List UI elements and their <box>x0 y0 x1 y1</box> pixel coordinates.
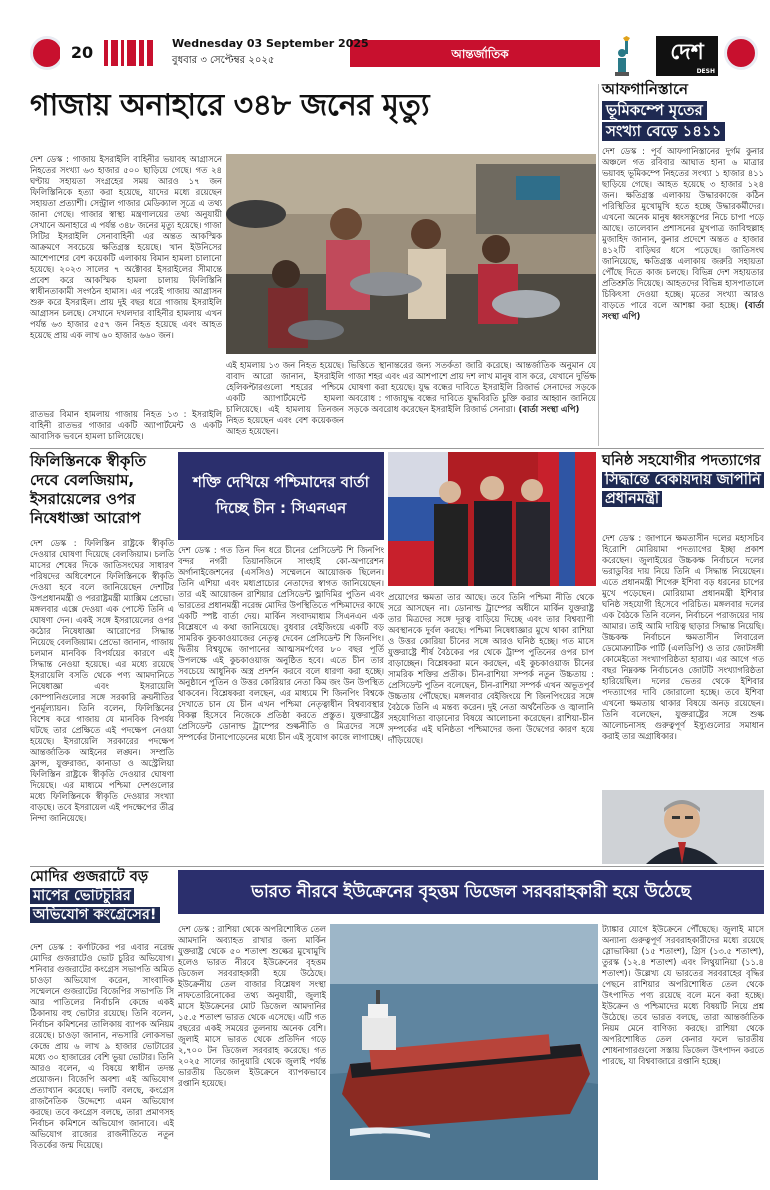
belgium-headline[interactable]: ফিলিস্তিনকে স্বীকৃতি দেবে বেলজিয়াম, ইসরায়েলের ওপর নিষেধাজ্ঞা আরোপ <box>30 452 146 527</box>
section-label: আন্তর্জাতিক <box>451 47 509 61</box>
china-article-column-1: দেশ ডেস্ক : গত তিন দিন ধরে চীনের প্রেসিডেন্ট শি জিনপিং বন্দর নগরী তিয়ানজিনে সাংহাই কো-অপারেশন অর্গানাইজেশনের (এসসিও) সম্মেলনে আয়োজক ছিলেন। তিনি এশিয়া এবং মধ্যপ্রাচ্যের নেতাদের স্বাগত জানিয়েছেন। তার এই আয়োজন রাশিয়ার প্রেসিডেন্ট ভ্লাদিমির পুতিন এবং ভারতের প্রধানমন্ত্রী নরেন্দ্র মোদির উপস্থিতিতে পশ্চিমাদের কাছে একটি স্পষ্ট বার্তা দেয়। মার্কিন সংবাদমাধ্যম সিএনএন এক বিশ্লেষণে এ কথা জানিয়েছে। বুধবার বেইজিংয়ে একটি বড় সামরিক কুচকাওয়াজের নেতৃত্ব দেবেন প্রেসিডেন্ট শি জিনপিং। দ্বিতীয় বিশ্বযুদ্ধে জাপানের আত্মসমর্পণের ৮০ বছর পূর্তি উপলক্ষে এই কুচকাওয়াজ অনুষ্ঠিত হবে। এতে চীন তার সবচেয়ে আধুনিক অস্ত্র প্রদর্শন করবে বলে ধারণা করা হচ্ছে। অনুষ্ঠানে পুতিন ও উত্তর কোরিয়ার নেতা কিম জং উন উপস্থিত থাকবেন। বিশ্লেষকরা বলছেন, এর মাধ্যমে শি জিনপিং বিশ্বকে দেখাতে চান যে চীন এখন পশ্চিমা নেতৃত্বাধীন বিশ্বব্যবস্থার বিকল্প হিসেবে নিজেকে প্রতিষ্ঠা করতে প্রস্তুত। যুক্তরাষ্ট্রের প্রেসিডেন্ট ডোনাল্ড ট্রাম্পের শুল্কনীতি ও মিত্রদের সঙ্গে সম্পর্কের টানাপোড়েনের মধ্যে চীন এই সুযোগ কাজে লাগাচ্ছে। <box>178 545 384 742</box>
gujarat-headline[interactable]: মোদির গুজরাটে বড় মাপের ভোটচুরির অভিযোগ কংগ্রেসের! <box>30 868 174 925</box>
oil-tanker-photo <box>330 924 598 1180</box>
lead-article-column-1-subhead: রাতভর বিমান হামলায় গাজায় নিহত ১৩ : ইসরাইলি বাহিনী রাতভর গাজার একটি অ্যাপার্টমেন্ট ও একটি আবাসিক ভবনে হামলা চালিয়েছে। <box>30 409 222 441</box>
japan-headline[interactable]: ঘনিষ্ঠ সহযোগীর পদত্যাগের সিদ্ধান্তে বেকায়দায় জাপানি প্রধানমন্ত্রী <box>602 452 764 509</box>
column-divider <box>598 84 599 446</box>
page-number: 20 <box>60 42 104 64</box>
gujarat-article: দেশ ডেস্ক : কর্ণাটকের পর এবার নরেন্দ্র মোদির গুজরাটেও ভোট চুরির অভিযোগ। শনিবার গুজরাটের কংগ্রেস সভাপতি অমিত চাওড়া অভিযোগ করেন, সাংবাদিক সম্মেলনে গুজরাটের বিজেপির সভাপতি সি আর পাতিলের নির্বাচনি কেন্দ্রে একই ঠিকানায় বহু ভোটার রয়েছে। তিনি বলেন, নির্বাচন কমিশনের তালিকায় ব্যাপক অনিয়ম রয়েছে। চাওড়া জানান, নভসারি লোকসভা কেন্দ্রে প্রায় ৬ লাখ ৯ হাজার ভোটারের মধ্যে ৩০ হাজারের বেশি ভুয়া ভোটার। তিনি আরও বলেন, এ বিষয়ে স্বাধীন তদন্ত প্রয়োজন। বিজেপি অবশ্য এই অভিযোগ প্রত্যাখ্যান করেছে। দলটি বলছে, কংগ্রেস রাজনৈতিক উদ্দেশ্যে এমন অভিযোগ করছে। তবে কংগ্রেস বলছে, তারা প্রমাণসহ নির্বাচন কমিশনে অভিযোগ জানাবে। এই অভিযোগ রাজ্যের রাজনীতিতে নতুন বিতর্কের জন্ম দিয়েছে। <box>30 942 174 1150</box>
row-divider <box>30 448 764 449</box>
row-divider-2 <box>30 866 764 867</box>
newspaper-logo[interactable]: দেশ DESH <box>656 36 718 76</box>
lead-article-column-1: দেশ ডেস্ক : গাজায় ইসরাইলি বাহিনীর ভয়াবহ আগ্রাসনে নিহতের সংখ্যা ৬৩ হাজার ৫০০ ছাড়িয়ে গেছে। গত ২৪ ঘণ্টায় সহায়তা সংগ্রহের সময় আরও ১৭ জন ফিলিস্তিনিকে হত্যা করা হয়েছে, যাদের মধ্যে রয়েছেন সহায়তা প্রত্যাশী। সেন্ট্রাল গাজার মেডিক্যাল সূত্রে এ তথ্য জানা গেছে। গাজার স্বাস্থ্য মন্ত্রণালয়ের তথ্য অনুযায়ী সেখানে অনাহারে এ পর্যন্ত ৩৪৮ জনের মৃত্যু হয়েছে। গাজা সিটির ইসরাইলি সেনাবাহিনী এর অন্তত আকস্মিক আক্রমণে সবচেয়ে ক্ষতিগ্রস্ত হয়েছে। খান ইউনিসের আশেপাশের বেশ কয়েকটি এলাকায় বিমান হামলা চালানো হয়েছে। ২০২৩ সালের ৭ অক্টোবর ইসরাইলের সীমান্তে প্রবেশ করে আকস্মিক হামলা চালায় ফিলিস্তিনি স্বাধীনতাকামী সংগঠন হামাস। এর পরেই গাজায় আগ্রাসন শুরু করে ইসরাইল। প্রায় দুই বছর ধরে গাজায় ইসরাইলি আগ্রাসন চলছে। সেখানে দখলদার বাহিনীর হামলায় এখন পর্যন্ত ৬৩ হাজার ৫৫৭ জন নিহত হয়েছে এবং আহত হয়েছে প্রায় এক লাখ ৬০ হাজার ৬৬০ জন। <box>30 154 222 340</box>
japan-official-photo <box>602 790 764 864</box>
japan-article: দেশ ডেস্ক : জাপানে ক্ষমতাসীন দলের মহাসচিব হিরোশি মোরিয়ামা পদত্যাগের ইচ্ছা প্রকাশ করেছেন। জুলাইয়ের উচ্চকক্ষ নির্বাচনে দলের ভরাডুবির দায় নিয়ে তিনি এ সিদ্ধান্ত নিয়েছেন। এতে প্রধানমন্ত্রী শিগেরু ইশিবা বড় ধরনের চাপের মুখে পড়েছেন। মোরিয়ামা প্রধানমন্ত্রী ইশিবার ঘনিষ্ঠ সহযোগী হিসেবে পরিচিত। মঙ্গলবার দলের এক বৈঠকে তিনি বলেন, নির্বাচনে পরাজয়ের দায় আমার। তাই আমি দায়িত্ব ছাড়ার সিদ্ধান্ত নিয়েছি। উচ্চকক্ষ নির্বাচনে ক্ষমতাসীন লিবারেল ডেমোক্র্যাটিক পার্টি (এলডিপি) ও তার জোটসঙ্গী কোমেইতো সংখ্যাগরিষ্ঠতা হারায়। এর আগে গত বছর নিম্নকক্ষ নির্বাচনেও জোটটি সংখ্যাগরিষ্ঠতা হারিয়েছিল। দলের ভেতর থেকে ইশিবার পদত্যাগের দাবি জোরালো হচ্ছে। তবে ইশিবা এখনো ক্ষমতায় থাকার বিষয়ে অনড় রয়েছেন। তিনি বলেছেন, যুক্তরাষ্ট্রের সঙ্গে শুল্ক আলোচনাসহ গুরুত্বপূর্ণ ইস্যুগুলোর সমাধান করাই তার অগ্রাধিকার। <box>602 533 764 741</box>
gaza-food-queue-photo <box>226 154 596 354</box>
statue-of-liberty-icon <box>606 36 636 76</box>
china-headline-banner[interactable]: শক্তি দেখিয়ে পশ্চিমাদের বার্তা দিচ্ছে চীন : সিএনএন <box>178 452 384 540</box>
india-diesel-headline-banner[interactable]: ভারত নীরবে ইউক্রেনের বৃহত্তম ডিজেল সরবরাহকারী হয়ে উঠেছে <box>178 870 764 914</box>
date-bangla: বুধবার ৩ সেপ্টেম্বর ২০২৫ <box>172 55 275 66</box>
china-leaders-photo <box>388 452 596 586</box>
lead-headline[interactable]: গাজায় অনাহারে ৩৪৮ জনের মৃত্যু <box>30 88 430 123</box>
masthead <box>0 0 770 84</box>
afghanistan-article: দেশ ডেস্ক : পূর্ব আফগানিস্তানের দুর্গম কুনার অঞ্চলে গত রবিবার আঘাত হানা ৬ মাত্রার ভয়াবহ ভূমিকম্পে নিহতের সংখ্যা ১ হাজার ৪১১ ছাড়িয়ে গেছে। আহত হয়েছে ৩ হাজার ১২৪ জন। ক্ষতিগ্রস্ত এলাকায় উদ্ধারকাজে কঠিন পরিস্থিতির মুখোমুখি হতে হচ্ছে উদ্ধারকর্মীদের। এখনো অনেক মানুষ ধ্বংসস্তূপের নিচে চাপা পড়ে আছে। তালেবান প্রশাসনের মুখপাত্র জাবিহুল্লাহ মুজাহিদ জানান, কুনার প্রদেশে অন্তত ৫ হাজার ৪১২টি বাড়িঘর ধসে পড়েছে। জাতিসংঘ জানিয়েছে, ক্ষতিগ্রস্ত এলাকায় জরুরি সহায়তা পৌঁছে দিতে কাজ চলছে। বিভিন্ন দেশ সহায়তার প্রতিশ্রুতি দিয়েছে। আহতদের বিভিন্ন হাসপাতালে চিকিৎসা দেওয়া হচ্ছে। মৃতের সংখ্যা আরও বাড়তে পারে বলে আশঙ্কা করা হচ্ছে। (বার্তা সংস্থা এপি) <box>602 146 764 321</box>
india-diesel-article-column-2: ট্যাঙ্কার যোগে ইউক্রেনে পৌঁছেছে। জুলাই মাসে অন্যান্য গুরুত্বপূর্ণ সরবরাহকারীদের মধ্যে রয়েছে স্লোভাকিয়া (১৫ শতাংশ), গ্রিস (১৩.৫ শতাংশ), তুরস্ক (১২.৪ শতাংশ) এবং লিথুয়ানিয়া (১১.৪ শতাংশ)। উল্লেখ্য যে ভারতের সরবরাহের বৃদ্ধির পেছনে রাশিয়ার অপরিশোধিত তেল থেকে উৎপাদিত পণ্য রয়েছে বলে মনে করা হচ্ছে। ইউক্রেন ও পশ্চিমাদের মধ্যে বিষয়টি নিয়ে প্রশ্ন উঠেছে। তবে ভারত বলছে, তারা আন্তর্জাতিক নিয়ম মেনে বাণিজ্য করছে। রাশিয়া থেকে অপরিশোধিত তেল কেনার ফলে ভারতীয় শোধনাগারগুলো সস্তায় ডিজেল উৎপাদন করতে পারছে, যা বিশ্ববাজারে রপ্তানি হচ্ছে। <box>602 924 764 1066</box>
decor-bars <box>104 40 164 66</box>
india-diesel-article-column-1: দেশ ডেস্ক : রাশিয়া থেকে অপরিশোধিত তেল আমদানি অব্যাহত রাখার জন্য মার্কিন যুক্তরাষ্ট্র থেকে ৫০ শতাংশ শুল্কের মুখোমুখি হলেও ভারত নীরবে ইউক্রেনের বৃহত্তম ডিজেল সরবরাহকারী হয়ে উঠেছে। ইউক্রেনীয় তেল বাজার বিশ্লেষণ সংস্থা নাফতোরিনোকের তথ্য অনুযায়ী, জুলাই মাসে ইউক্রেনের মোট ডিজেল আমদানির ১৫.৫ শতাংশ ভারত থেকে এসেছে। এটি গত বছরের একই সময়ের তুলনায় অনেক বেশি। জুলাই মাসে ভারত থেকে প্রতিদিন গড়ে ২,৭০০ টন ডিজেল সরবরাহ করেছে। গত ২০২৫ সালের জানুয়ারি থেকে জুলাই পর্যন্ত ভারতীয় ডিজেল ইউক্রেনে ব্যাপকভাবে রপ্তানি হয়েছে। <box>178 924 326 1088</box>
lead-article-column-2: এই হামলায় ১৩ জন নিহত হয়েছে। বাবাদ আরো জানান, ইসরাইলি হেলিকপ্টারগুলো শহরের পশ্চিমে একটি অ্যাপার্টমেন্টে হামলা চালিয়েছে। এই হামলায় তিনজন নিহত হয়েছেন এবং বেশ কয়েকজন আহত হয়েছেন। <box>226 360 344 436</box>
date-english: Wednesday 03 September 2025 <box>172 37 369 50</box>
decor-circle-left <box>30 36 64 70</box>
decor-circle-right <box>724 36 758 70</box>
lead-article-column-3: ভিত্তিতে স্থানান্তরের জন্য সতর্কতা জারি করেছে। আন্তর্জাতিক অনুমান যে গাজা শহর এবং এর আশপাশে প্রায় দশ লাখ মানুষ বাস করে, যেখানে দুর্ভিক্ষ ঘোষণা করা হয়েছে। যুদ্ধ বন্ধের দাবিতে ইসরাইলি রিজার্ভ সেনাদের সড়কে অবরোধ : গাজাযুদ্ধ বন্ধের দাবিতে যুদ্ধবিরতি চুক্তি করার আহ্বান জানিয়ে সড়কে অবরোধ করেছেন ইসরাইলি রিজার্ভ সেনারা। (বার্তা সংস্থা এপি) <box>348 360 596 414</box>
china-article-column-2: প্রয়োগের ক্ষমতা তার আছে। তবে তিনি পশ্চিমা নীতি থেকে সরে আসছেন না। ডোনাল্ড ট্রাম্পের অধীনে মার্কিন যুক্তরাষ্ট্র তার মিত্রদের সঙ্গে দূরত্ব বাড়িয়ে দিচ্ছে এবং তার বিশ্বব্যাপী অবস্থানকে দুর্বল করছে। পশ্চিমা নিষেধাজ্ঞার মুখে থাকা রাশিয়া ও উত্তর কোরিয়া চীনের সঙ্গে আরও ঘনিষ্ঠ হচ্ছে। গত মাসে যুক্তরাষ্ট্রে শীর্ষ বৈঠকের পর থেকে ট্রাম্প পুতিনের ওপর চাপ বাড়াচ্ছেন। বিশ্লেষকরা মনে করছেন, এই কুচকাওয়াজ চীনের সামরিক শক্তির প্রতীক। চীন-রাশিয়া সম্পর্ক নতুন উচ্চতায় : প্রেসিডেন্ট পুতিন বলেছেন, চীন-রাশিয়া সম্পর্ক এখন অভূতপূর্ব উচ্চতায় পৌঁছেছে। মঙ্গলবার বেইজিংয়ে শি জিনপিংয়ের সঙ্গে বৈঠকে তিনি এ মন্তব্য করেন। দুই নেতা অর্থনৈতিক ও জ্বালানি সহযোগিতা বাড়ানোর বিষয়ে আলোচনা করেছেন। রাশিয়া-চীন সম্পর্কের এই ঘনিষ্ঠতা পশ্চিমাদের জন্য উদ্বেগের কারণ হয়ে দাঁড়িয়েছে। <box>388 592 594 745</box>
belgium-article: দেশ ডেস্ক : ফিলিস্তিন রাষ্ট্রকে স্বীকৃতি দেওয়ার ঘোষণা দিয়েছে বেলজিয়াম। চলতি মাসের শেষের দিকে জাতিসংঘের সাধারণ পরিষদের অধিবেশনে ফিলিস্তিনকে স্বীকৃতি দেওয়া হবে বলে জানিয়েছেন দেশটির উপপ্রধানমন্ত্রী ও পররাষ্ট্রমন্ত্রী ম্যাক্সিম প্রেভো। মঙ্গলবার এক্সে দেওয়া এক পোস্টে তিনি এ ঘোষণা দেন। একই সঙ্গে ইসরায়েলের ওপর কঠোর নিষেধাজ্ঞা আরোপের সিদ্ধান্ত নিয়েছে বেলজিয়াম। প্রেভো জানান, গাজায় চলমান মানবিক বিপর্যয়ের কারণে এই সিদ্ধান্ত নেওয়া হয়েছে। এর মধ্যে রয়েছে ইসরায়েলি বসতি থেকে পণ্য আমদানিতে নিষেধাজ্ঞা এবং ইসরায়েলি কোম্পানিগুলোর সঙ্গে সরকারি ক্রয়নীতির পুনর্মূল্যায়ন। তিনি বলেন, ফিলিস্তিনের বিশেষ করে গাজায় যে মানবিক বিপর্যয় ঘটছে তার প্রেক্ষিতে এই পদক্ষেপ নেওয়া হয়েছে। ইসরায়েলি সরকারের পদক্ষেপ আন্তর্জাতিক আইনের লঙ্ঘন। সম্প্রতি ফ্রান্স, যুক্তরাজ্য, কানাডা ও অস্ট্রেলিয়া ফিলিস্তিন রাষ্ট্রকে স্বীকৃতি দেওয়ার ঘোষণা দিয়েছে। এর মাধ্যমে পশ্চিমা দেশগুলোর মধ্যে ফিলিস্তিনকে স্বীকৃতি দেওয়ার সংখ্যা বাড়ছে। তবে ইসরায়েল এই পদক্ষেপের তীব্র নিন্দা জানিয়েছে। <box>30 538 174 823</box>
afghanistan-headline[interactable]: আফগানিস্তানে ভূমিকম্পে মৃতের সংখ্যা বেড়ে ১৪১১ <box>602 80 762 141</box>
